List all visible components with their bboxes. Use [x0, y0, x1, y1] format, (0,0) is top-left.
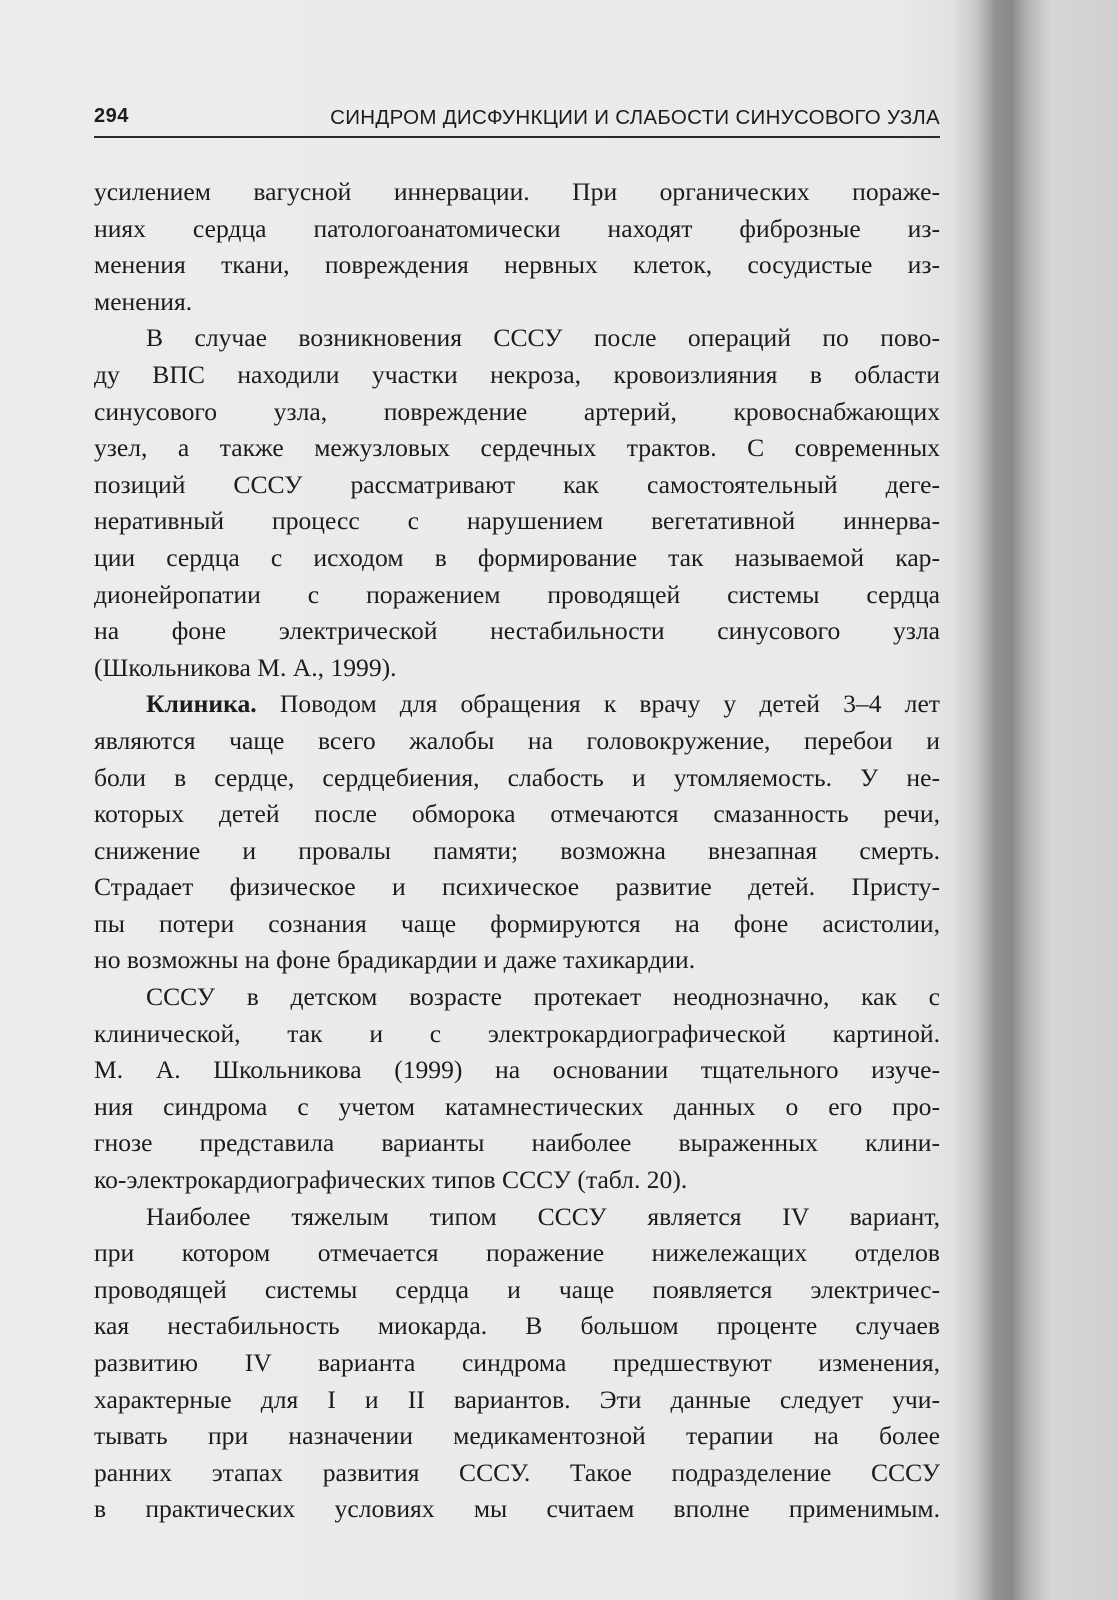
text-line: клинической, так и с электрокардиографической картиной.: [94, 1018, 940, 1048]
section-lead-clinic: Клиника.: [146, 689, 257, 719]
text-line: неративный процесс с нарушением вегетативной иннерва-: [94, 506, 940, 536]
text-line: (Школьникова М. А., 1999).: [94, 652, 397, 682]
paragraph-2: [94, 320, 940, 686]
paragraph-5: [94, 1199, 940, 1528]
text-line: но возможны на фоне брадикардии и даже тахикардии.: [94, 945, 696, 975]
text-line: ко-электрокардиографических типов СССУ (табл. 20).: [94, 1165, 688, 1195]
text-line: позиций СССУ рассматривают как самостоятельный деге-: [94, 469, 940, 499]
text-line: Наиболее тяжелым типом СССУ является IV вариант,: [146, 1201, 940, 1231]
text-line: ниях сердца патологоанатомически находят фиброзные из-: [94, 213, 940, 243]
text-line: усилением вагусной иннервации. При органических пораже-: [94, 177, 940, 206]
text-line: узел, а также межузловых сердечных трактов. С современных: [94, 433, 940, 463]
text-line: ния синдрома с учетом катамнестических данных о его про-: [94, 1091, 940, 1121]
book-spine-shadow: [975, 0, 1015, 1600]
text-line: Страдает физическое и психическое развитие детей. Присту-: [94, 872, 940, 902]
text-line: боли в сердце, сердцебиения, слабость и утомляемость. У не-: [94, 762, 940, 792]
text-line: ранних этапах развития СССУ. Такое подразделение СССУ: [94, 1457, 940, 1487]
text-line: СССУ в детском возрасте протекает неоднозначно, как с: [146, 982, 940, 1012]
text-line: проводящей системы сердца и чаще появляется электричес-: [94, 1274, 940, 1304]
text-line: ции сердца с исходом в формирование так называемой кар-: [94, 542, 940, 572]
running-title: СИНДРОМ ДИСФУНКЦИИ И СЛАБОСТИ СИНУСОВОГО УЗЛА: [330, 106, 940, 129]
text-line: менения ткани, повреждения нервных клеток, сосудистые из-: [94, 250, 940, 280]
text-line: в практических условиях мы считаем вполне применимым.: [94, 1494, 940, 1524]
text-line: пы потери сознания чаще формируются на фоне асистолии,: [94, 908, 940, 938]
text-line: развитию IV варианта синдрома предшествуют изменения,: [94, 1348, 940, 1377]
text-line: [94, 686, 940, 723]
text-line: М. А. Школьникова (1999) на основании тщательного изуче-: [94, 1055, 940, 1085]
text-line: при котором отмечается поражение нижележащих отделов: [94, 1238, 940, 1268]
text-line: синусового узла, повреждение артерий, кровоснабжающих: [94, 396, 940, 426]
text-fragment: Поводом для обращения к врачу у детей 3–4 лет: [256, 689, 940, 719]
text-line: гнозе представила варианты наиболее выраженных клини-: [94, 1128, 940, 1158]
paragraph-3: [94, 686, 940, 979]
paragraph-4: [94, 979, 940, 1199]
text-line: которых детей после обморока отмечаются смазанность речи,: [94, 799, 940, 829]
text-line: характерные для I и II вариантов. Эти данные следует учи-: [94, 1384, 940, 1414]
text-line: на фоне электрической нестабильности синусового узла: [94, 616, 940, 646]
page-number: 294: [94, 105, 129, 127]
page-header: [94, 100, 940, 138]
text-line: менения.: [94, 286, 193, 316]
paragraph-1: [94, 174, 940, 320]
text-line: дионейропатии с поражением проводящей системы сердца: [94, 579, 940, 609]
page-body: [94, 174, 940, 1528]
text-line: ду ВПС находили участки некроза, кровоизлияния в области: [94, 359, 940, 389]
text-line: являются чаще всего жалобы на головокружение, перебои и: [94, 725, 940, 755]
text-line: тывать при назначении медикаментозной терапии на более: [94, 1421, 940, 1451]
text-line: В случае возникновения СССУ после операций по пово-: [146, 323, 940, 353]
text-line: кая нестабильность миокарда. В большом проценте случаев: [94, 1311, 940, 1341]
text-line: снижение и провалы памяти; возможна внезапная смерть.: [94, 835, 940, 865]
